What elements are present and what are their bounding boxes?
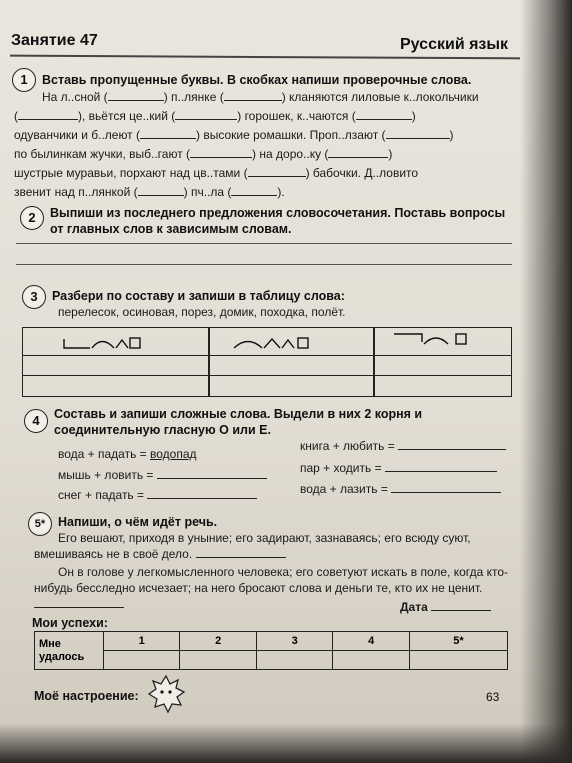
task1-title: Вставь пропущенные буквы. В скобках напиши проверочные слова. [42, 73, 472, 87]
task2-title: Выпиши из последнего предложения словосочетания. Поставь вопросы от главных слов к зависимым словам. [50, 206, 506, 236]
success-col-2: 2 [180, 632, 256, 651]
success-row-label: Мне удалось [35, 632, 104, 670]
writing-line[interactable] [16, 243, 512, 244]
answer-blank[interactable] [140, 127, 196, 139]
table-divider [22, 355, 512, 356]
subject-title: Русский язык [400, 36, 509, 53]
task-number-4: 4 [24, 409, 48, 433]
task-number-3: 3 [22, 285, 46, 309]
answer-blank[interactable] [328, 146, 388, 158]
task1-text-b [14, 107, 514, 202]
date-field: Дата [400, 598, 491, 617]
answer-blank[interactable] [386, 127, 450, 139]
task-number-2: 2 [20, 206, 44, 230]
answer-blank[interactable] [138, 184, 184, 196]
table-divider [208, 327, 210, 397]
task5-title: Напиши, о чём идёт речь. [58, 515, 218, 529]
answer-blank[interactable] [34, 596, 124, 608]
mood-face-icon[interactable] [146, 674, 186, 714]
task4-left-3: снег + падать = [58, 486, 257, 505]
answer-blank[interactable] [196, 546, 286, 558]
task3-title: Разбери по составу и запиши в таблицу слова: [52, 289, 345, 303]
task5-riddle-2: Он в голове у легкомысленного человека; его советуют искать в поле, когда кто-нибудь бесследно исчезает; на него бросают слова и деньги те, кто их не ценит. [34, 564, 512, 612]
page-shadow [520, 0, 572, 763]
answer-blank[interactable] [231, 184, 277, 196]
success-col-4: 4 [333, 632, 409, 651]
task1-line-5: шустрые муравьи, порхают над цв..тами ( ) бабочки. Д..ловито [14, 166, 419, 180]
success-col-1: 1 [104, 632, 180, 651]
task4-right-2: пар + ходить = [300, 459, 497, 478]
morpheme-scheme-icon [392, 330, 472, 348]
answer-blank[interactable] [398, 438, 506, 450]
answer-blank[interactable] [356, 108, 412, 120]
header-divider [10, 55, 520, 60]
answer-blank[interactable] [175, 108, 237, 120]
answer-blank[interactable] [385, 460, 497, 472]
task4-right-3: вода + лазить = [300, 480, 501, 499]
success-title: Мои успехи: [32, 616, 108, 630]
task4-left-1: вода + падать = водопад [58, 447, 197, 461]
page-number: 63 [486, 690, 500, 704]
answer-blank[interactable] [147, 487, 257, 499]
answer-blank[interactable] [157, 467, 267, 479]
morpheme-scheme-icon [62, 333, 142, 351]
page-shadow-bottom [0, 723, 572, 763]
success-col-5: 5* [409, 632, 507, 651]
answer-blank[interactable] [190, 146, 252, 158]
success-cell[interactable] [256, 651, 332, 670]
success-cell[interactable] [180, 651, 256, 670]
task4-left-2: мышь + ловить = [58, 466, 267, 485]
success-col-3: 3 [256, 632, 332, 651]
writing-line[interactable] [16, 264, 512, 265]
task1-line-1: На л..сной ( ) п..лянке ( ) кланяются лиловые к..локольчики [42, 90, 479, 104]
task1-line-6: звенит над п..лянкой ( ) пч..ла ( ). [14, 185, 285, 199]
success-table [34, 631, 508, 670]
answer-blank[interactable] [248, 165, 306, 177]
date-blank[interactable] [431, 599, 491, 611]
task5-riddle-1: Его вешают, приходя в уныние; его задирают, зазнаваясь; его всюду суют, вмешиваясь не в своё дело. [34, 531, 471, 561]
task-number-5: 5* [28, 512, 52, 536]
example-answer: водопад [150, 447, 197, 461]
success-cell[interactable] [104, 651, 180, 670]
table-divider [373, 327, 375, 397]
task4-title: Составь и запиши сложные слова. Выдели в них 2 корня и соединительную гласную О или Е. [54, 407, 423, 437]
morpheme-scheme-icon [232, 333, 314, 351]
task3-words: перелесок, осиновая, порез, домик, походка, полёт. [58, 305, 346, 319]
answer-blank[interactable] [108, 89, 164, 101]
answer-blank[interactable] [391, 481, 501, 493]
answer-blank[interactable] [224, 89, 282, 101]
task1-line-4: по былинкам жучки, выб..гают ( ) на доро..ку ( ) [14, 147, 393, 161]
task1-line-3: одуванчики и б..леют ( ) высокие ромашки. Проп..лзают ( ) [14, 128, 454, 142]
answer-blank[interactable] [18, 108, 78, 120]
success-cell[interactable] [409, 651, 507, 670]
success-cell[interactable] [333, 651, 409, 670]
task-number-1: 1 [12, 68, 36, 92]
lesson-title: Занятие 47 [11, 32, 98, 49]
table-divider [22, 375, 512, 376]
mood-label: Моё настроение: [34, 689, 139, 703]
task1-line-2: ( ), вьётся це..кий ( ) горошек, к..чаются ( ) [14, 109, 416, 123]
task4-right-1: книга + любить = [300, 437, 506, 456]
task1-text [42, 88, 512, 107]
